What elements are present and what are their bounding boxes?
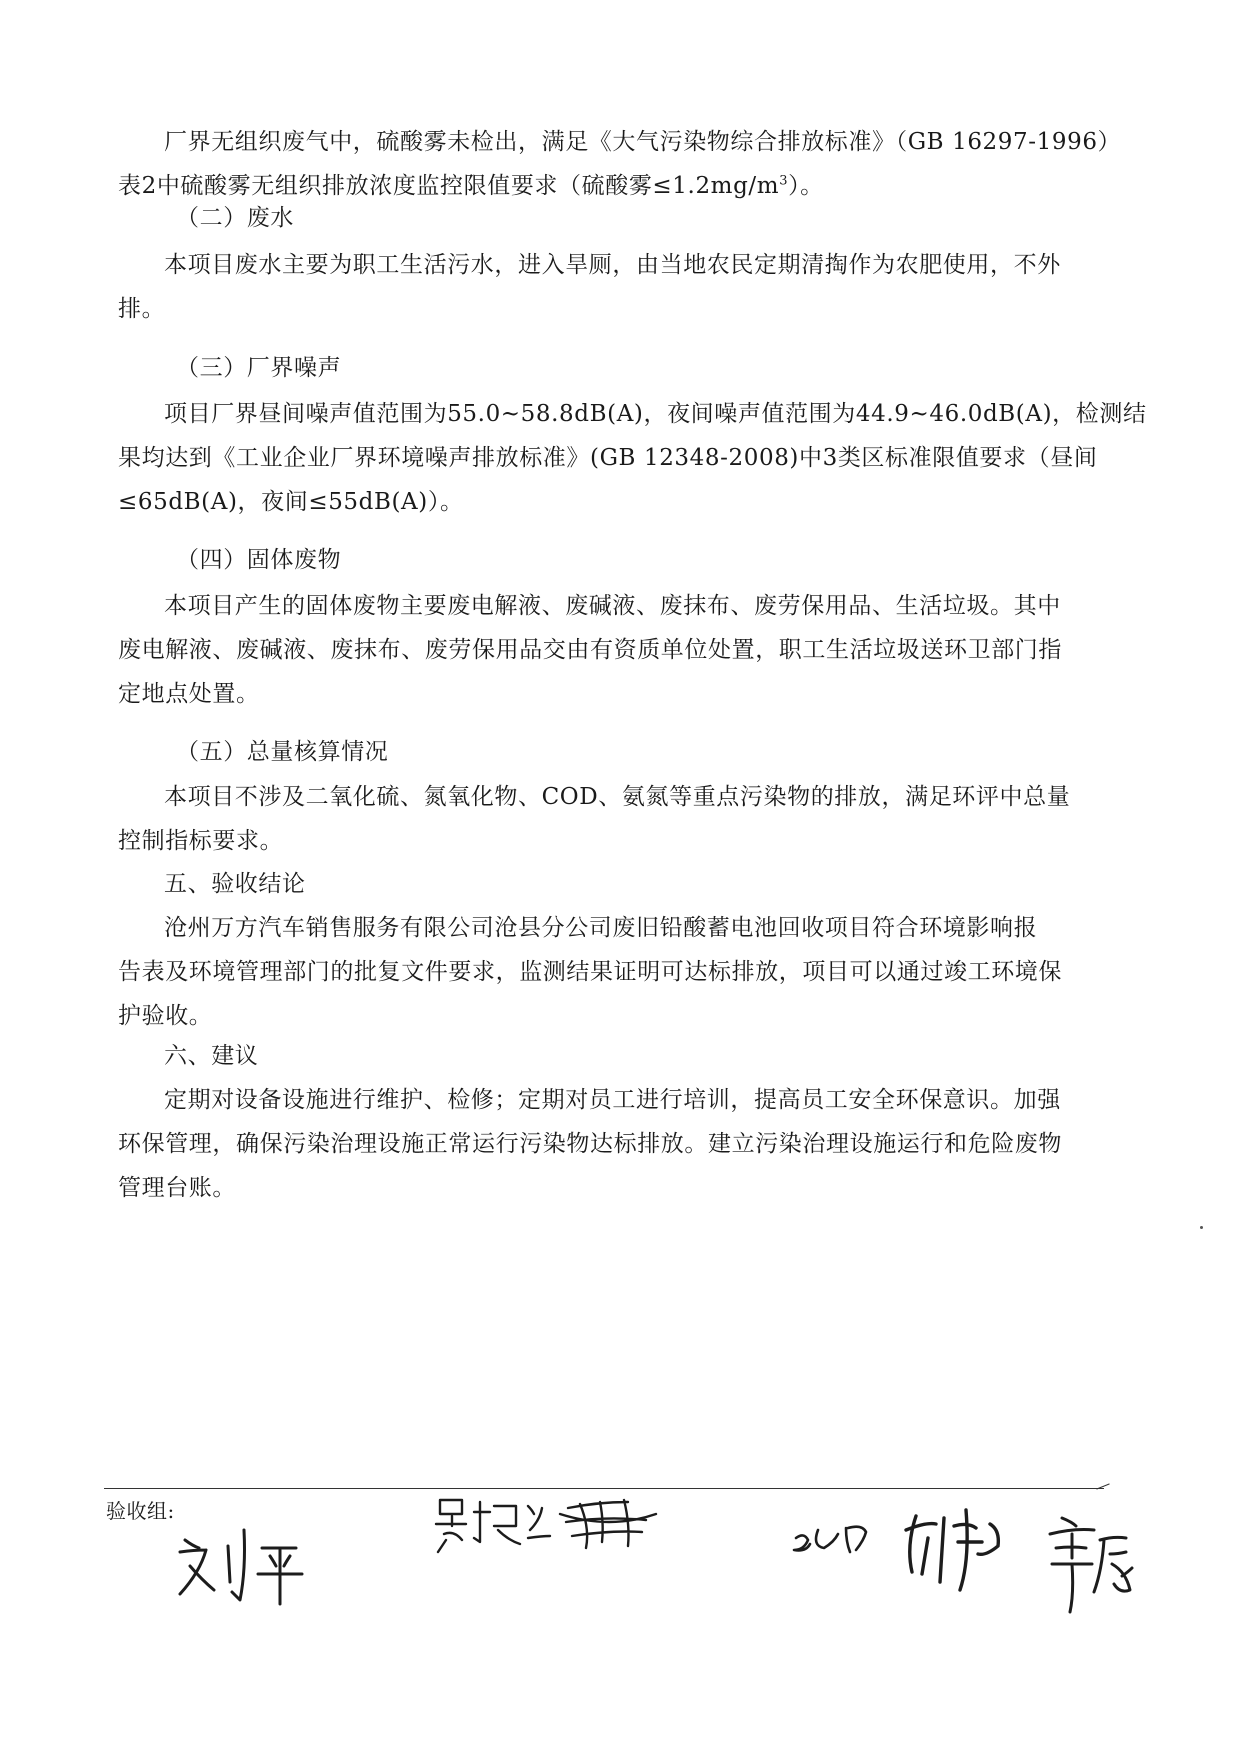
signature-label: 验收组: [106,1499,175,1523]
text-line: 本项目不涉及二氧化硫、氮氧化物、COD、氨氮等重点污染物的排放，满足环评中总量 [164,784,1071,810]
heading-text: （五）总量核算情况 [176,739,389,765]
paragraph-wastewater [118,243,1116,331]
heading-text: 五、验收结论 [164,871,306,897]
text-line: 厂界无组织废气中，硫酸雾未检出，满足《大气污染物综合排放标准》（GB 16297-1996） [164,129,1122,155]
signature-3 [794,1527,866,1552]
text-span: 表2中硫酸雾无组织排放浓度监控限值要求（硫酸雾≤1.2mg/m [118,173,780,199]
text-line: 定期对设备设施进行维护、检修；定期对员工进行培训，提高员工安全环保意识。加强 [164,1087,1061,1113]
text-line: 定地点处置。 [118,681,260,707]
signature-2 [436,1500,656,1552]
text-line: 告表及环境管理部门的批复文件要求，监测结果证明可达标排放，项目可以通过竣工环境保 [118,959,1062,985]
text-line: 沧州万方汽车销售服务有限公司沧县分公司废旧铅酸蓄电池回收项目符合环境影响报 [164,915,1038,941]
text-line: 排。 [118,296,166,322]
paragraph-total [118,775,1116,863]
heading-text: 六、建议 [164,1043,259,1069]
text-span: ）。 [788,173,824,199]
text-line: 控制指标要求。 [118,828,284,854]
section-heading-suggestion [118,1034,1116,1078]
text-line: 项目厂界昼间噪声值范围为55.0~58.8dB(A)，夜间噪声值范围为44.9~46.0dB(A)，检测结 [164,401,1147,427]
heading-text: （四）固体废物 [176,547,342,573]
text-line: 废电解液、废碱液、废抹布、废劳保用品交由有资质单位处置，职工生活垃圾送环卫部门指 [118,637,1062,663]
section-heading-noise [118,346,1116,390]
section-heading-wastewater [118,196,1116,240]
handwritten-signatures [0,1490,1240,1650]
signature-rule [104,1488,1104,1489]
superscript: 3 [779,173,789,189]
paragraph-exhaust [118,120,1122,208]
text-line: 护验收。 [118,1003,213,1029]
text-line: 本项目产生的固体废物主要废电解液、废碱液、废抹布、废劳保用品、生活垃圾。其中 [164,593,1061,619]
section-heading-solid-waste [118,538,1116,582]
text-line: 环保管理，确保污染治理设施正常运行污染物达标排放。建立污染治理设施运行和危险废物 [118,1131,1062,1157]
scan-artifact [1200,1226,1203,1229]
paragraph-suggestion [118,1078,1116,1210]
text-line: 本项目废水主要为职工生活污水，进入旱厕，由当地农民定期清掏作为农肥使用，不外 [164,252,1061,278]
heading-text: （二）废水 [176,205,294,231]
section-heading-total [118,730,1116,774]
paragraph-conclusion [118,906,1116,1038]
text-line: ≤65dB(A)，夜间≤55dB(A)）。 [118,489,464,515]
paragraph-solid-waste [118,584,1116,716]
text-line: 管理台账。 [118,1175,236,1201]
text-line: 果均达到《工业企业厂界环境噪声排放标准》(GB 12348-2008)中3类区标准限值要求（昼间 [118,445,1098,471]
signature-4 [906,1510,998,1590]
signature-5 [1050,1518,1132,1612]
section-heading-conclusion [118,862,1116,906]
heading-text: （三）厂界噪声 [176,355,342,381]
paragraph-noise [118,392,1147,524]
signature-1 [180,1530,302,1604]
